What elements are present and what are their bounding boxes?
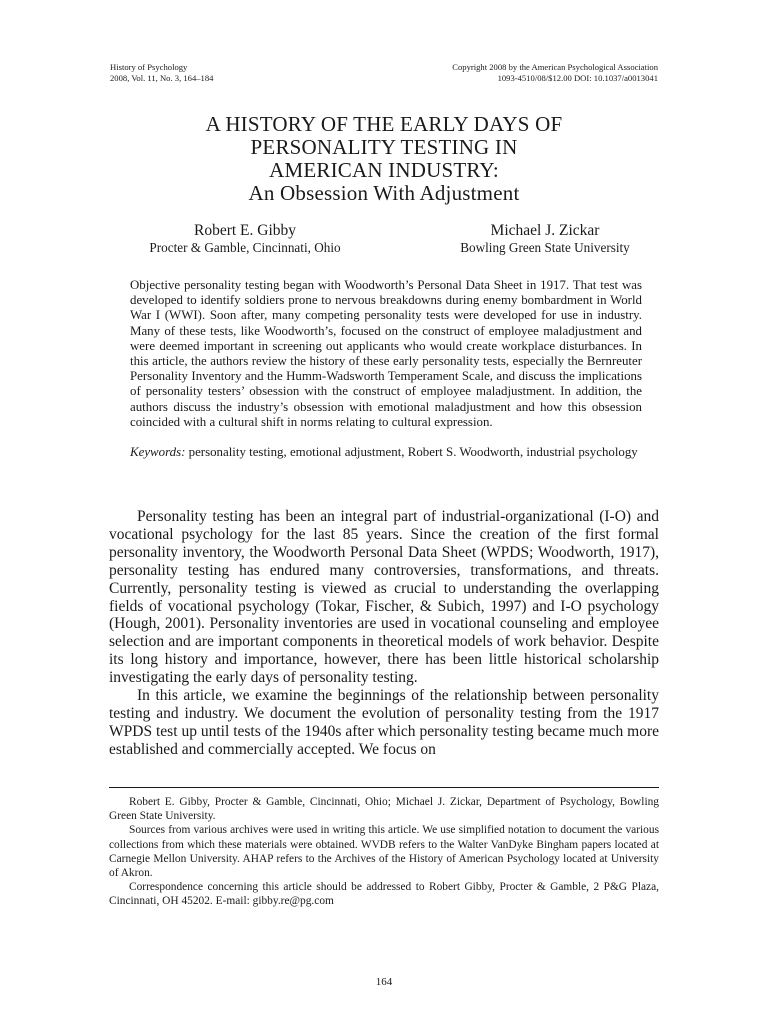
body-text xyxy=(109,508,659,759)
journal-volume: 2008, Vol. 11, No. 3, 164–184 xyxy=(110,73,214,83)
article-subtitle: An Obsession With Adjustment xyxy=(248,181,520,205)
page-number: 164 xyxy=(375,976,393,988)
article-title xyxy=(0,113,768,205)
journal-name: History of Psychology xyxy=(110,62,188,72)
title-line-3: AMERICAN INDUSTRY: xyxy=(269,158,499,182)
copyright-block xyxy=(452,62,658,84)
doi-line: 1093-4510/08/$12.00 DOI: 10.1037/a0013041 xyxy=(497,73,658,83)
body-paragraph-1: Personality testing has been an integral part of industrial-organizational (I-O) and vocational psychology for the last 85 years. Since the creation of the first formal personality inventory, the Woodworth Personal Data Sheet (WPDS; Woodworth, 1917), personality testing has endured many controversies, transformations, and threats. Currently, personality testing is viewed as crucial to understanding the overlapping fields of vocational psychology (Tokar, Fischer, & Subich, 1997) and I-O psychology (Hough, 2001). Personality inventories are used in vocational counseling and employee selection and are important components in theoretical models of work behavior. Despite its long history and importance, however, there has been little historical scholarship investigating the early days of personality testing. xyxy=(109,508,659,687)
footnotes xyxy=(109,795,659,909)
keywords-label: Keywords: xyxy=(130,445,186,460)
footnote-divider xyxy=(109,787,659,788)
sources-note: Sources from various archives were used in writing this article. We use simplified notation to document the various collections from which these materials were obtained. WVDB refers to the Walter VanDyke Bingham papers located at Carnegie Mellon University. AHAP refers to the Archives of the History of American Psychology located at University of Akron. xyxy=(109,824,659,880)
title-line-1: A HISTORY OF THE EARLY DAYS OF xyxy=(205,112,563,136)
author-note: Robert E. Gibby, Procter & Gamble, Cincinnati, Ohio; Michael J. Zickar, Department of Psychology, Bowling Green State University. xyxy=(109,796,659,823)
correspondence-note: Correspondence concerning this article should be addressed to Robert Gibby, Procter & Gamble, 2 P&G Plaza, Cincinnati, OH 45202. E-mail: gibby.re@pg.com xyxy=(109,881,659,908)
keywords xyxy=(130,445,642,460)
body-paragraph-2: In this article, we examine the beginnings of the relationship between personality testing and industry. We document the evolution of personality testing from the 1917 WPDS test up until tests of the 1940s after which personality testing became much more established and commercially accepted. We focus on xyxy=(109,687,659,758)
author-affiliation: Bowling Green State University xyxy=(460,240,630,255)
keywords-list: personality testing, emotional adjustment, Robert S. Woodworth, industrial psychology xyxy=(188,445,638,460)
author-block xyxy=(110,222,658,262)
title-line-2: PERSONALITY TESTING IN xyxy=(250,135,518,159)
author-affiliation: Procter & Gamble, Cincinnati, Ohio xyxy=(149,240,341,255)
journal-citation xyxy=(110,62,213,84)
author-2 xyxy=(438,222,652,256)
abstract xyxy=(130,278,642,460)
abstract-text: Objective personality testing began with Woodworth’s Personal Data Sheet in 1917. That test was developed to identify soldiers prone to nervous breakdowns during enemy bombardment in World War I (WWI). Soon after, many competing personality tests were developed for use in industry. Many of these tests, like Woodworth’s, focused on the construct of employee maladjustment and were deemed important in screening out applicants who would create workplace disturbances. In this article, the authors review the history of these early personality tests, especially the Bernreuter Personality Inventory and the Humm-Wadsworth Temperament Scale, and discuss the implications of personality testers’ obsession with the construct of employee maladjustment. In addition, the authors discuss the industry’s obsession with emotional maladjustment and how this obsession coincided with a cultural shift in norms relating to cultural expression. xyxy=(130,278,642,429)
copyright-notice: Copyright 2008 by the American Psychological Association xyxy=(452,62,658,72)
author-name: Michael J. Zickar xyxy=(490,222,600,239)
author-1 xyxy=(130,222,360,256)
author-name: Robert E. Gibby xyxy=(193,222,297,239)
